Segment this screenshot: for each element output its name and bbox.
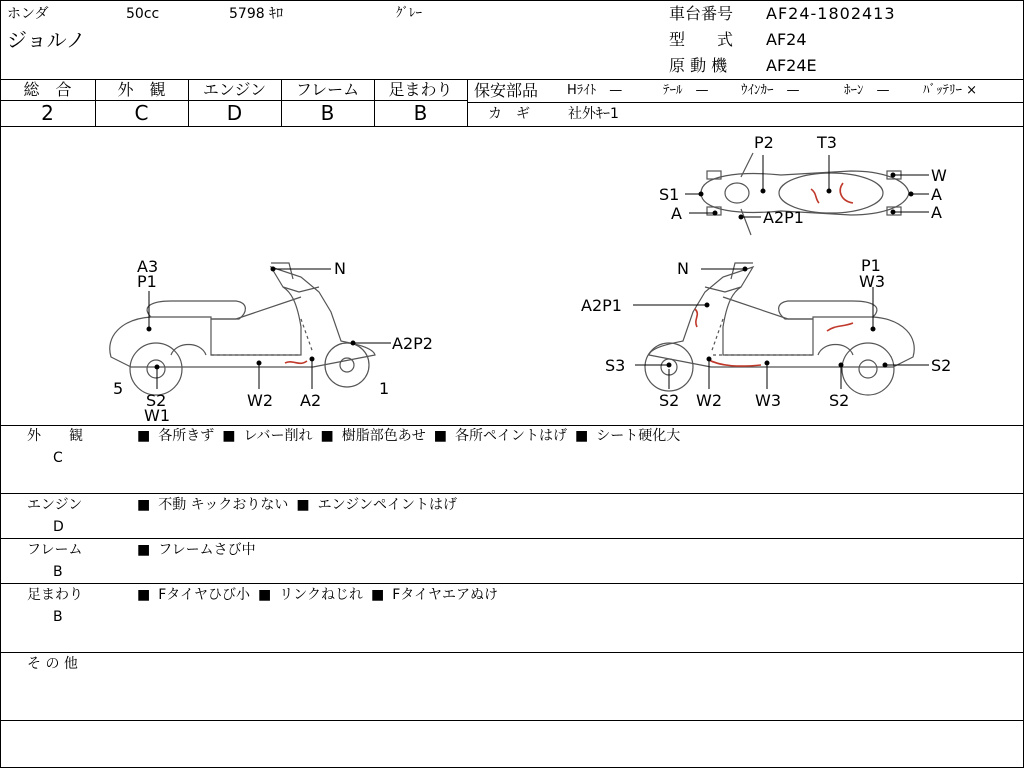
label-s2-right-c: S2	[829, 391, 850, 410]
remark-item: エンジンペイントはげ	[317, 497, 457, 513]
frame-no-label: 車台番号	[669, 4, 734, 23]
grade-label: 足まわり	[388, 80, 453, 99]
label-a-top-3: A	[671, 204, 682, 223]
equipment-title: 保安部品	[474, 81, 539, 100]
bullet-icon: ■	[137, 497, 151, 513]
label-w3-right-b: W3	[755, 391, 781, 410]
label-a2p1-right: A2P1	[581, 296, 622, 315]
divider	[1, 493, 1023, 494]
remark-grade: B	[53, 564, 63, 580]
remark-grade: D	[53, 519, 64, 535]
label-n: N	[334, 259, 346, 278]
bullet-icon: ■	[222, 428, 236, 444]
grade-value: B	[413, 101, 428, 125]
remark-category: フレーム	[27, 542, 83, 558]
label-p2-top: P2	[754, 133, 774, 152]
bullet-icon: ■	[137, 587, 151, 603]
bullet-icon: ■	[137, 542, 151, 558]
label-s2-right: S2	[659, 391, 680, 410]
equip-battery: ﾊﾞｯﾃﾘｰ ×	[923, 83, 978, 98]
label-s2: S2	[146, 391, 167, 410]
grade-label: 総 合	[23, 80, 72, 99]
grade-value: C	[134, 101, 149, 125]
color: ｸﾞﾚｰ	[396, 6, 422, 21]
bullet-icon: ■	[296, 497, 310, 513]
remark-item: フレームさび中	[158, 542, 256, 558]
remark-category: そ の 他	[27, 656, 78, 672]
bullet-icon: ■	[433, 428, 447, 444]
maker: ホンダ	[7, 6, 49, 22]
label-n-right: N	[677, 259, 689, 278]
label-a2p1-top: A2P1	[763, 208, 804, 227]
grade-label: エンジン	[202, 80, 267, 99]
remark-grade: B	[53, 609, 63, 625]
frame-no: AF24-1802413	[766, 4, 896, 23]
label-5: 5	[113, 379, 124, 398]
label-p1-right: P1	[861, 256, 881, 275]
divider	[1, 425, 1023, 426]
label-a-top-2: A	[931, 203, 942, 222]
diagram-labels	[113, 133, 951, 425]
divider	[467, 79, 468, 126]
grade-value: D	[226, 101, 243, 125]
label-w3-right: W3	[859, 272, 885, 291]
grade-label: フレーム	[295, 80, 360, 99]
equip-winker: ｳｲﾝｶｰ —	[741, 83, 800, 98]
label-s1-top: S1	[659, 185, 680, 204]
label-a3: A3	[137, 257, 159, 276]
label-p1: P1	[137, 272, 157, 291]
label-a2p2: A2P2	[392, 334, 433, 353]
damage-diagram	[1, 127, 1023, 425]
equip-tail: ﾃｰﾙ —	[663, 83, 709, 98]
bullet-icon: ■	[370, 587, 385, 603]
key-label: カ ギ	[488, 106, 530, 122]
bullet-icon: ■	[574, 428, 589, 444]
grade-value: 2	[41, 101, 54, 125]
remark-item: Fタイヤひび小	[158, 587, 251, 603]
bullet-icon: ■	[320, 428, 334, 444]
remark-items	[137, 588, 498, 602]
label-1: 1	[379, 379, 390, 398]
displacement: 50cc	[126, 6, 160, 22]
type-label: 型 式	[669, 30, 734, 49]
remark-item: 各所きず	[158, 428, 215, 444]
top-view-outline	[701, 153, 909, 235]
remark-item: リンクねじれ	[279, 587, 363, 603]
label-a2: A2	[300, 391, 322, 410]
divider	[1, 720, 1023, 721]
bullet-icon: ■	[137, 428, 151, 444]
divider	[1, 652, 1023, 653]
label-w-top: W	[931, 166, 947, 185]
mileage: 5798 ｷﾛ	[229, 6, 284, 22]
label-t3-top: T3	[817, 133, 837, 152]
remark-item: 樹脂部色あせ	[341, 428, 426, 444]
label-s2-right-b: S2	[931, 356, 952, 375]
remark-category: 足まわり	[27, 587, 83, 603]
remark-item: 各所ペイントはげ	[454, 428, 567, 444]
label-a-top-1: A	[931, 185, 942, 204]
remark-items	[137, 543, 256, 557]
remark-item: Fタイヤエアぬけ	[392, 587, 498, 603]
divider	[1, 583, 1023, 584]
divider	[1, 538, 1023, 539]
model-name: ジョルノ	[7, 28, 86, 52]
label-w2-right: W2	[696, 391, 722, 410]
remark-items	[137, 498, 457, 512]
key-value: 社外ｷｰ1	[568, 106, 619, 122]
label-s3-right: S3	[605, 356, 626, 375]
remark-item: 不動 キックおりない	[158, 497, 289, 513]
label-w1: W1	[144, 406, 170, 425]
equip-headlight: Hﾗｲﾄ —	[567, 83, 623, 98]
remark-category: エンジン	[27, 497, 83, 513]
grade-label: 外 観	[117, 80, 166, 99]
remark-items	[137, 429, 680, 443]
remark-item: シート硬化大	[596, 428, 681, 444]
grade-value: B	[320, 101, 335, 125]
bullet-icon: ■	[258, 587, 272, 603]
engine-label: 原 動 機	[669, 56, 728, 75]
type-value: AF24	[766, 30, 807, 49]
remark-item: レバー削れ	[243, 428, 313, 444]
remark-category: 外 観	[27, 428, 83, 444]
engine-value: AF24E	[766, 56, 817, 75]
equip-horn: ﾎｰﾝ —	[844, 83, 890, 98]
remark-grade: C	[53, 450, 63, 466]
divider	[467, 102, 1023, 103]
label-w2: W2	[247, 391, 273, 410]
